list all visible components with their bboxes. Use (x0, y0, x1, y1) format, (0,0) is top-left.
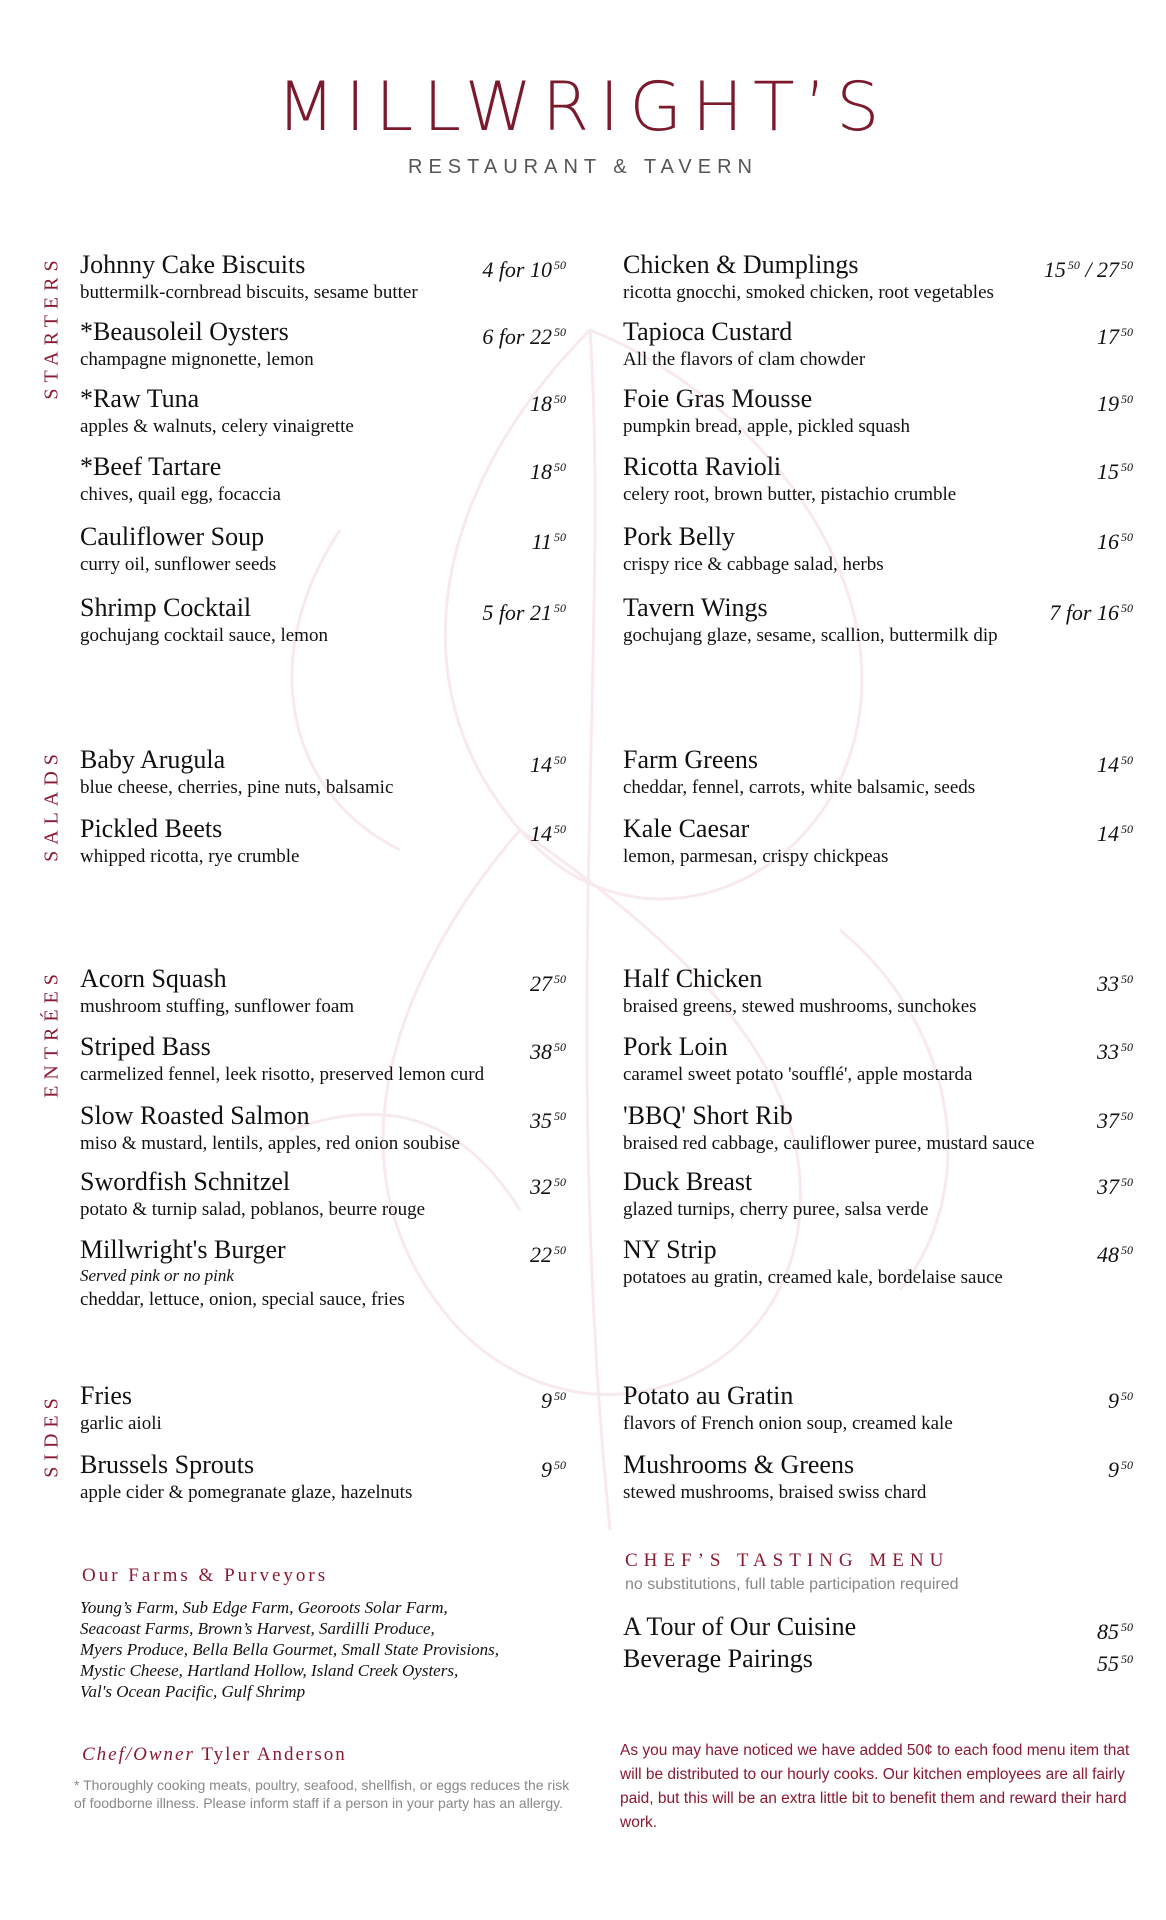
price-cents: 50 (554, 972, 566, 986)
price-cents: 50 (554, 1175, 566, 1189)
menu-item-price (541, 1450, 566, 1485)
section-label-starters: STARTERS (40, 254, 63, 400)
allergy-mark: * (74, 1777, 80, 1793)
price-cents: 50 (554, 1040, 566, 1054)
menu-item-description: glazed turnips, cherry puree, salsa verde (623, 1199, 929, 1220)
menu-item (80, 1167, 566, 1222)
menu-item-description: whipped ricotta, rye crumble (80, 846, 300, 867)
menu-item-description: carmelized fennel, leek risotto, preserved lemon curd (80, 1064, 485, 1085)
menu-item-price (1044, 250, 1133, 285)
menu-item (623, 317, 1133, 372)
menu-item (80, 745, 566, 800)
menu-item-name: Swordfish Schnitzel (80, 1167, 291, 1196)
menu-item-name: Potato au Gratin (623, 1381, 794, 1410)
farms-line: Myers Produce, Bella Bella Gourmet, Small State Provisions, (80, 1640, 499, 1659)
menu-item-price (530, 1167, 566, 1202)
menu-item-name: Acorn Squash (80, 964, 227, 993)
chef-credit (82, 1744, 347, 1766)
menu-item-name: *Beausoleil Oysters (80, 317, 289, 346)
menu-item-description: gochujang cocktail sauce, lemon (80, 625, 328, 646)
menu-item (80, 593, 566, 648)
menu-item (80, 1235, 566, 1312)
price-main: 18 (530, 459, 552, 484)
menu-item-description: mushroom stuffing, sunflower foam (80, 996, 355, 1017)
price-main: 9 (1108, 1457, 1119, 1482)
price-main: 14 (530, 821, 552, 846)
price-main: 37 (1097, 1108, 1119, 1133)
menu-item (80, 1101, 566, 1156)
menu-item-price (1097, 522, 1133, 557)
price-cents: 50 (1067, 258, 1080, 272)
menu-item-name: Duck Breast (623, 1167, 753, 1196)
allergy-notice (74, 1776, 574, 1812)
menu-item-name: Ricotta Ravioli (623, 452, 782, 481)
price-cents: 50 (554, 392, 566, 406)
restaurant-logo: MILLWRIGHT’S (276, 68, 890, 147)
farms-list (80, 1597, 570, 1702)
chef-role: Chef/Owner (82, 1744, 195, 1765)
menu-item-price (1108, 1450, 1133, 1485)
menu-item (623, 384, 1133, 439)
menu-item (80, 1381, 566, 1436)
price-main: 35 (530, 1108, 552, 1133)
price-main: 17 (1097, 324, 1119, 349)
menu-item-price (1097, 1235, 1133, 1270)
menu-item-description: chives, quail egg, focaccia (80, 484, 281, 505)
restaurant-subtitle: RESTAURANT & TAVERN (408, 156, 758, 178)
price-cents: 50 (554, 1243, 566, 1257)
menu-item-price (482, 593, 566, 628)
menu-item-name: 'BBQ' Short Rib (623, 1101, 793, 1130)
menu-item-description: flavors of French onion soup, creamed kale (623, 1413, 953, 1434)
menu-item-description: crispy rice & cabbage salad, herbs (623, 554, 884, 575)
price-main: 9 (1108, 1388, 1119, 1413)
menu-item-description: pumpkin bread, apple, pickled squash (623, 416, 911, 437)
menu-item-description: miso & mustard, lentils, apples, red onion soubise (80, 1133, 460, 1154)
price-cents: 50 (554, 258, 566, 272)
tasting-item-name: Beverage Pairings (623, 1644, 813, 1673)
menu-item (623, 1032, 1133, 1087)
menu-item-description: stewed mushrooms, braised swiss chard (623, 1482, 927, 1503)
price-cents: 50 (554, 1458, 566, 1472)
section-label-salads: SALADS (40, 748, 63, 862)
menu-item-description: All the flavors of clam chowder (623, 349, 866, 370)
menu-item-name: Pork Belly (623, 522, 735, 551)
price-main: 6 for 22 (482, 324, 552, 349)
menu-item-name: Johnny Cake Biscuits (80, 250, 306, 279)
menu-item (623, 250, 1133, 305)
menu-item-price (482, 250, 566, 285)
menu-item-name: Fries (80, 1381, 132, 1410)
price-main: 37 (1097, 1174, 1119, 1199)
price-cents: 50 (1121, 1243, 1133, 1257)
menu-item-price (1097, 745, 1133, 780)
price-main: 9 (541, 1457, 552, 1482)
menu-item (623, 1101, 1133, 1156)
menu-item-description: apple cider & pomegranate glaze, hazelnuts (80, 1482, 413, 1503)
price-main: 27 (530, 971, 552, 996)
price-cents: 50 (1121, 1389, 1133, 1403)
menu-item-name: Foie Gras Mousse (623, 384, 813, 413)
menu-item-name: Striped Bass (80, 1032, 211, 1061)
menu-item (623, 745, 1133, 800)
menu-item-name: Kale Caesar (623, 814, 750, 843)
price-cents: 50 (554, 822, 566, 836)
menu-item-description: blue cheese, cherries, pine nuts, balsamic (80, 777, 394, 798)
price-cents: 50 (1121, 1109, 1133, 1123)
price-cents: 50 (554, 460, 566, 474)
price-alt: / 27 (1079, 257, 1119, 282)
menu-item-description: caramel sweet potato 'soufflé', apple mostarda (623, 1064, 973, 1085)
menu-item-description: braised greens, stewed mushrooms, sunchokes (623, 996, 977, 1017)
price-cents: 50 (554, 1389, 566, 1403)
menu-item-name: Tapioca Custard (623, 317, 793, 346)
menu-item-name: Brussels Sprouts (80, 1450, 255, 1479)
price-main: 7 for 16 (1049, 600, 1119, 625)
menu-item-description: curry oil, sunflower seeds (80, 554, 277, 575)
menu-item-price (530, 1101, 566, 1136)
price-cents: 50 (1121, 392, 1133, 406)
tasting-item-name: A Tour of Our Cuisine (623, 1612, 857, 1641)
price-cents: 50 (554, 530, 566, 544)
menu-item (80, 1450, 566, 1505)
price-cents: 50 (554, 1109, 566, 1123)
menu-item-name: Slow Roasted Salmon (80, 1101, 310, 1130)
price-cents: 50 (554, 325, 566, 339)
menu-item-description: cheddar, lettuce, onion, special sauce, fries (80, 1289, 405, 1310)
section-label-sides: SIDES (40, 1392, 63, 1478)
menu-item (80, 964, 566, 1019)
menu-item-description: braised red cabbage, cauliflower puree, mustard sauce (623, 1133, 1035, 1154)
tasting-item-price: 55 $^{50}$ (1097, 1651, 1133, 1676)
price-main: 5 for 21 (482, 600, 552, 625)
price-main: 22 (530, 1242, 552, 1267)
menu-item-price (1097, 1032, 1133, 1067)
price-cents: 50 (1121, 753, 1133, 767)
menu-item (623, 1167, 1133, 1222)
menu-item-description: celery root, brown butter, pistachio crumble (623, 484, 957, 505)
menu-item-description: lemon, parmesan, crispy chickpeas (623, 846, 889, 867)
menu-item-description: apples & walnuts, celery vinaigrette (80, 416, 354, 437)
section-label-entrees: ENTRÉES (40, 968, 63, 1098)
menu-item-name: Pickled Beets (80, 814, 223, 843)
price-cents: 50 (1121, 1175, 1133, 1189)
menu-item (623, 1381, 1133, 1436)
menu-item-price (530, 1032, 566, 1067)
price-cents: 50 (1121, 325, 1133, 339)
farms-line: Young’s Farm, Sub Edge Farm, Georoots Solar Farm, (80, 1598, 448, 1617)
menu-item (80, 1032, 566, 1087)
menu-item-name: Cauliflower Soup (80, 522, 265, 551)
price-main: 15 (1043, 257, 1066, 282)
menu-item (80, 814, 566, 869)
price-main: 18 (530, 391, 552, 416)
menu-item-name: Mushrooms & Greens (623, 1450, 855, 1479)
farms-title: Our Farms & Purveyors (82, 1565, 329, 1586)
menu-item-price (482, 317, 566, 352)
price-main: 32 (530, 1174, 552, 1199)
chef-name: Tyler Anderson (201, 1744, 347, 1765)
menu-item-name: Baby Arugula (80, 745, 226, 774)
price-cents: 50 (1121, 972, 1133, 986)
menu-item (80, 384, 566, 439)
tasting-item-price: 85 $^{50}$ (1097, 1619, 1133, 1644)
menu-item-name: *Raw Tuna (80, 384, 200, 413)
price-cents: 50 (1121, 460, 1133, 474)
menu-item-description: potato & turnip salad, poblanos, beurre rouge (80, 1199, 426, 1220)
farms-line: Mystic Cheese, Hartland Hollow, Island Creek Oysters, (80, 1661, 459, 1680)
menu-item (80, 250, 566, 305)
menu-item (80, 522, 566, 577)
price-main: 33 (1097, 971, 1119, 996)
menu-item-name: Half Chicken (623, 964, 763, 993)
menu-item-description: champagne mignonette, lemon (80, 349, 314, 370)
price-main: 11 (531, 529, 552, 554)
menu-item-price (1097, 1167, 1133, 1202)
menu-item (623, 1450, 1133, 1505)
menu-item-name: Farm Greens (623, 745, 759, 774)
price-cents: 50 (1121, 530, 1133, 544)
price-main: 14 (530, 752, 552, 777)
menu-item (80, 317, 566, 372)
menu-item (623, 593, 1133, 648)
menu-item-name: Pork Loin (623, 1032, 728, 1061)
price-main: 38 (530, 1039, 552, 1064)
menu-item-price (1097, 964, 1133, 999)
menu-item-price (1097, 384, 1133, 419)
menu-item (623, 964, 1133, 1019)
allergy-text: Thoroughly cooking meats, poultry, seafood, shellfish, or eggs reduces the risk of foodborne illness. Please inform staff if a person in your party has an allergy. (74, 1777, 570, 1811)
menu-item-price (532, 522, 566, 557)
menu-item (623, 522, 1133, 577)
price-cents: 50 (1121, 1458, 1133, 1472)
price-main: 19 (1097, 391, 1119, 416)
menu-item-name: Millwright's Burger (80, 1235, 286, 1264)
price-main: 14 (1097, 752, 1119, 777)
price-main: 4 for 10 (482, 257, 552, 282)
menu-item-name: Shrimp Cocktail (80, 593, 252, 622)
farms-line: Seacoast Farms, Brown’s Harvest, Sardilli Produce, (80, 1619, 435, 1638)
menu-item-price (1097, 814, 1133, 849)
tasting-item (623, 1644, 1133, 1674)
price-main: 9 (541, 1388, 552, 1413)
price-main: 48 (1097, 1242, 1119, 1267)
menu-item-price (1108, 1381, 1133, 1416)
price-cents: 50 (1121, 822, 1133, 836)
menu-item-name: Chicken & Dumplings (623, 250, 859, 279)
tasting-menu-subtitle: no substitutions, full table participation required (625, 1576, 959, 1593)
farms-line: Val's Ocean Pacific, Gulf Shrimp (80, 1682, 306, 1701)
price-cents: 50 (554, 753, 566, 767)
menu-item-price (541, 1381, 566, 1416)
menu-item-price (1097, 452, 1133, 487)
menu-item (623, 814, 1133, 869)
menu-item (80, 452, 566, 507)
menu-item-name: NY Strip (623, 1235, 717, 1264)
price-cents: 50 (554, 601, 566, 615)
tasting-menu-title: CHEF’S TASTING MENU (625, 1550, 950, 1571)
price-main: 15 (1097, 459, 1119, 484)
menu-item-description: buttermilk-cornbread biscuits, sesame butter (80, 282, 418, 303)
menu-item-name: Tavern Wings (623, 593, 768, 622)
menu-item-price (530, 1235, 566, 1270)
price-main: 14 (1097, 821, 1119, 846)
menu-item-price (530, 384, 566, 419)
cooks-contribution-note: As you may have noticed we have added 50¢ to each food menu item that will be distributed to our hourly cooks. Our kitchen employees are all fairly paid, but this will be an extra little bit to benefit them and reward their hard work. (620, 1742, 1130, 1831)
price-main: 16 (1097, 529, 1119, 554)
menu-item-description: ricotta gnocchi, smoked chicken, root vegetables (623, 282, 994, 303)
menu-item-description: cheddar, fennel, carrots, white balsamic, seeds (623, 777, 976, 798)
menu-item-description: potatoes au gratin, creamed kale, bordelaise sauce (623, 1267, 1003, 1288)
price-cents: 50 (1121, 1040, 1133, 1054)
price-alt-cents: 50 (1121, 258, 1133, 272)
menu-item-price (530, 814, 566, 849)
menu-item-name: *Beef Tartare (80, 452, 222, 481)
menu-item-description: gochujang glaze, sesame, scallion, buttermilk dip (623, 625, 998, 646)
price-cents: 50 (1121, 601, 1133, 615)
menu-item-price (1097, 317, 1133, 352)
menu-item (623, 452, 1133, 507)
menu-item-price (1049, 593, 1133, 628)
menu-item-price (530, 964, 566, 999)
menu-item-note: Served pink or no pink (80, 1266, 234, 1285)
menu-item-price (1097, 1101, 1133, 1136)
menu-item (623, 1235, 1133, 1290)
menu-item-description: garlic aioli (80, 1413, 162, 1434)
menu-item-price (530, 452, 566, 487)
tasting-item (623, 1612, 1133, 1642)
menu-item-price (530, 745, 566, 780)
price-main: 33 (1097, 1039, 1119, 1064)
